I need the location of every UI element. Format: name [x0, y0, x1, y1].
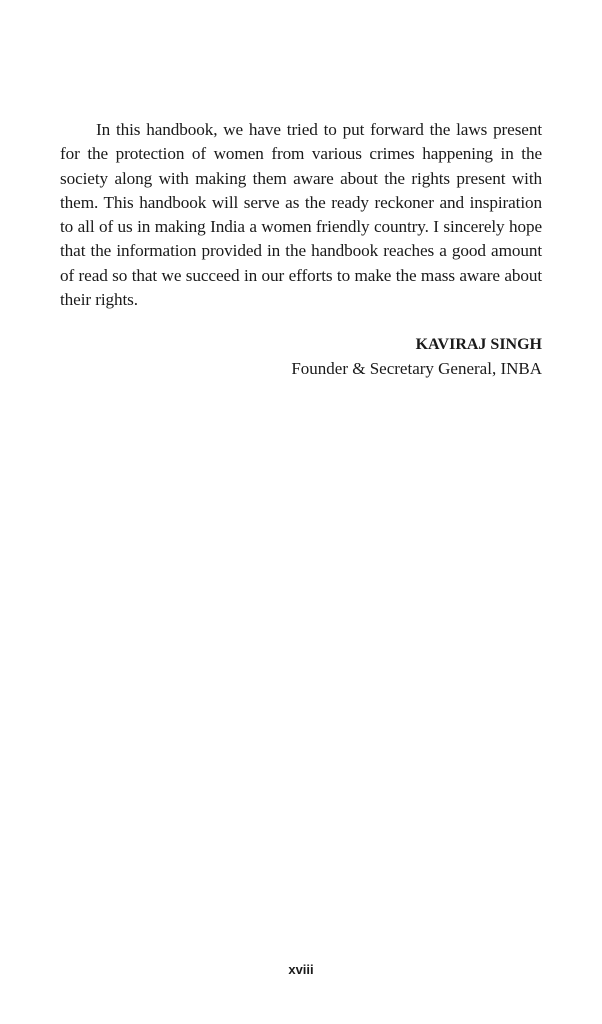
signatory-title: Founder & Secretary General, INBA [291, 359, 542, 378]
page-number: xviii [288, 962, 314, 977]
signatory-name: KAVIRAJ SINGH [415, 336, 542, 353]
signature-block [142, 333, 542, 381]
body-paragraph: In this handbook, we have tried to put forward the laws present for the protection of women from various crimes happening in the society along with making them aware about the rights present with them. This handbook will serve as the ready reckoner and inspiration to all of us in making India a women friendly country. I sincerely hope that the information provided in the handbook reaches a good amount of read so that we succeed in our efforts to make the mass aware about their rights. [60, 120, 542, 310]
